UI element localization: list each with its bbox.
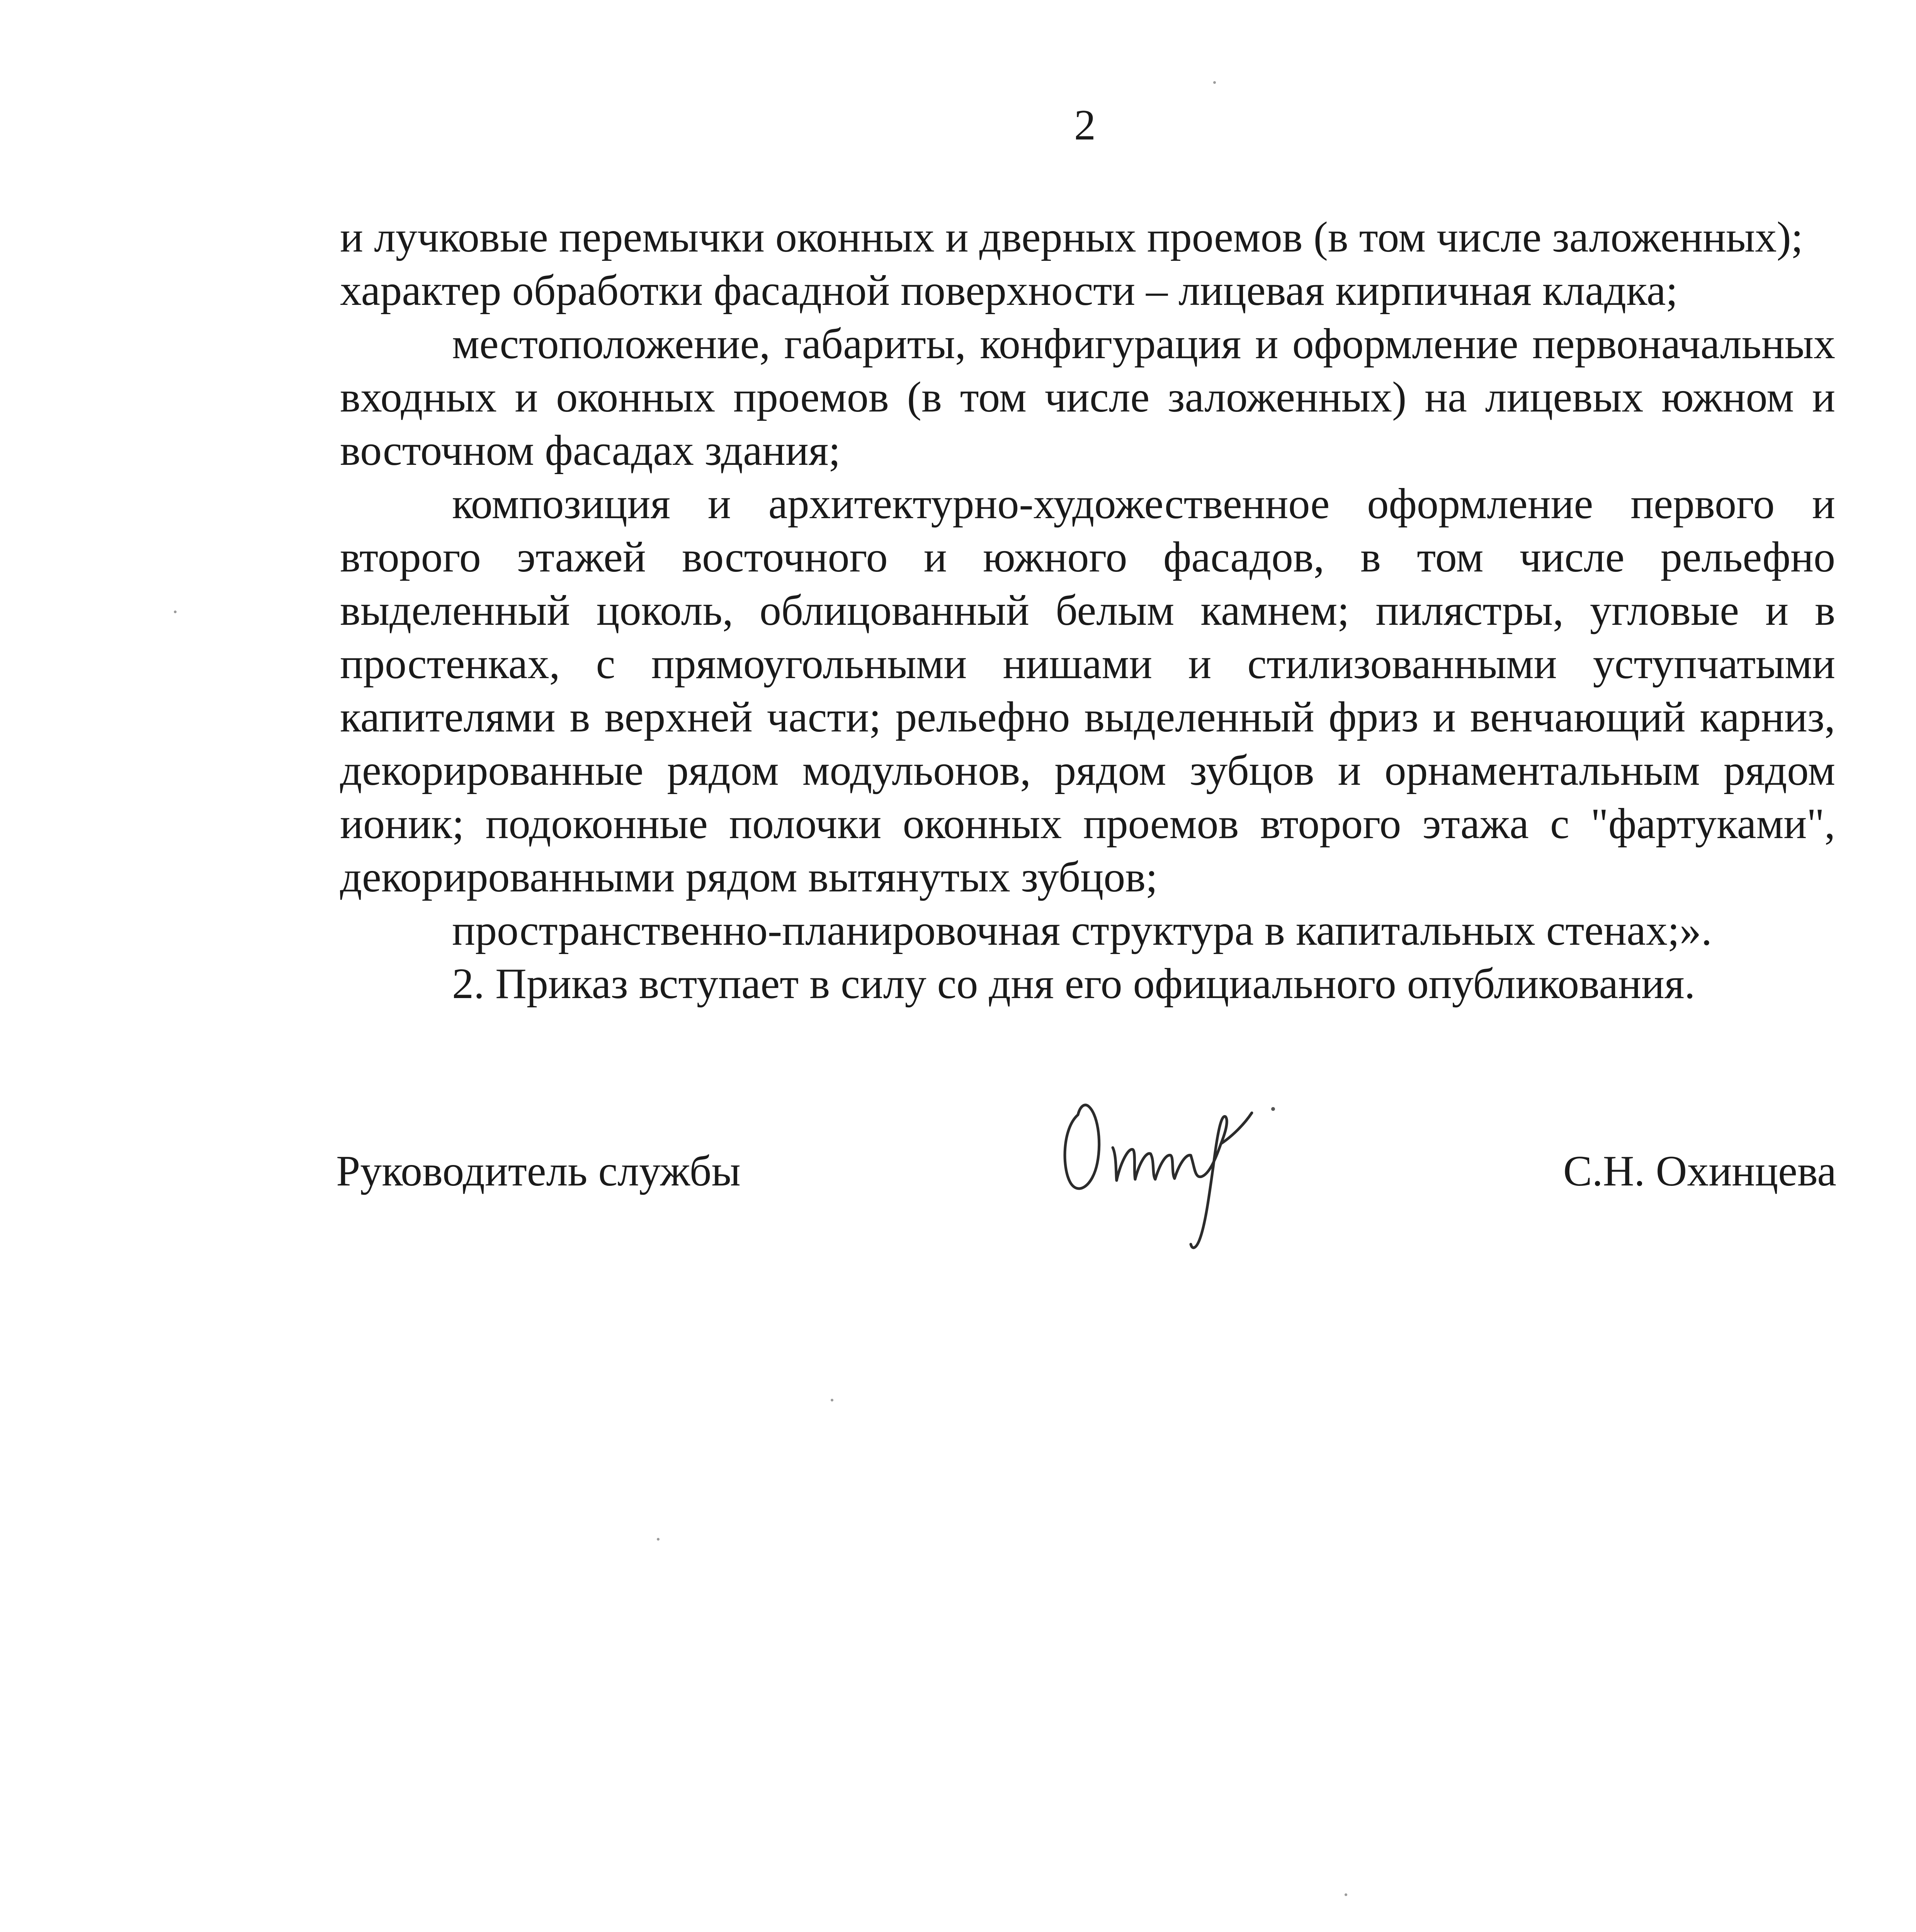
paragraph-continuation: и лучковые перемычки оконных и дверных проемов (в том числе заложенных); xyxy=(340,213,1803,261)
signatory-title: Руководитель службы xyxy=(336,1147,741,1195)
paragraph-effective-date: 2. Приказ вступает в силу со дня его официального опубликования. xyxy=(452,960,1695,1008)
scan-speck xyxy=(831,1399,833,1401)
scan-speck xyxy=(174,611,177,613)
paragraph-openings: местоположение, габариты, конфигурация и оформление первоначальных входных и оконных проемов (в том числе заложенных) на лицевых южном и восточном фасадах здания; xyxy=(340,320,1835,474)
signatory-name: С.Н. Охинцева xyxy=(1563,1147,1836,1195)
paragraph-facade-treatment: характер обработки фасадной поверхности – лицевая кирпичная кладка; xyxy=(340,267,1678,315)
page-number: 2 xyxy=(1074,101,1096,149)
handwritten-signature xyxy=(1051,1078,1345,1260)
paragraph-structure: пространственно-планировочная структура в капитальных стенах;». xyxy=(452,906,1712,954)
scan-speck xyxy=(657,1538,660,1541)
scan-speck xyxy=(1345,1893,1347,1896)
paragraph-composition: композиция и архитектурно-художественное оформление первого и второго этажей восточного и южного фасадов, в том числе рельефно выделенный цоколь, облицованный белым камнем; пилястры, угловые и в простенках, с прямоугольными нишами и стилизованными уступчатыми капителями в верхней части; рельефно выделенный фриз и венчающий карниз, декорированные рядом модульонов, рядом зубцов и орнаментальным рядом ионик; подоконные полочки оконных проемов второго этажа с "фартуками", декорированными рядом вытянутых зубцов; xyxy=(340,480,1835,901)
document-body xyxy=(340,211,1835,1010)
scan-speck xyxy=(1213,81,1216,84)
